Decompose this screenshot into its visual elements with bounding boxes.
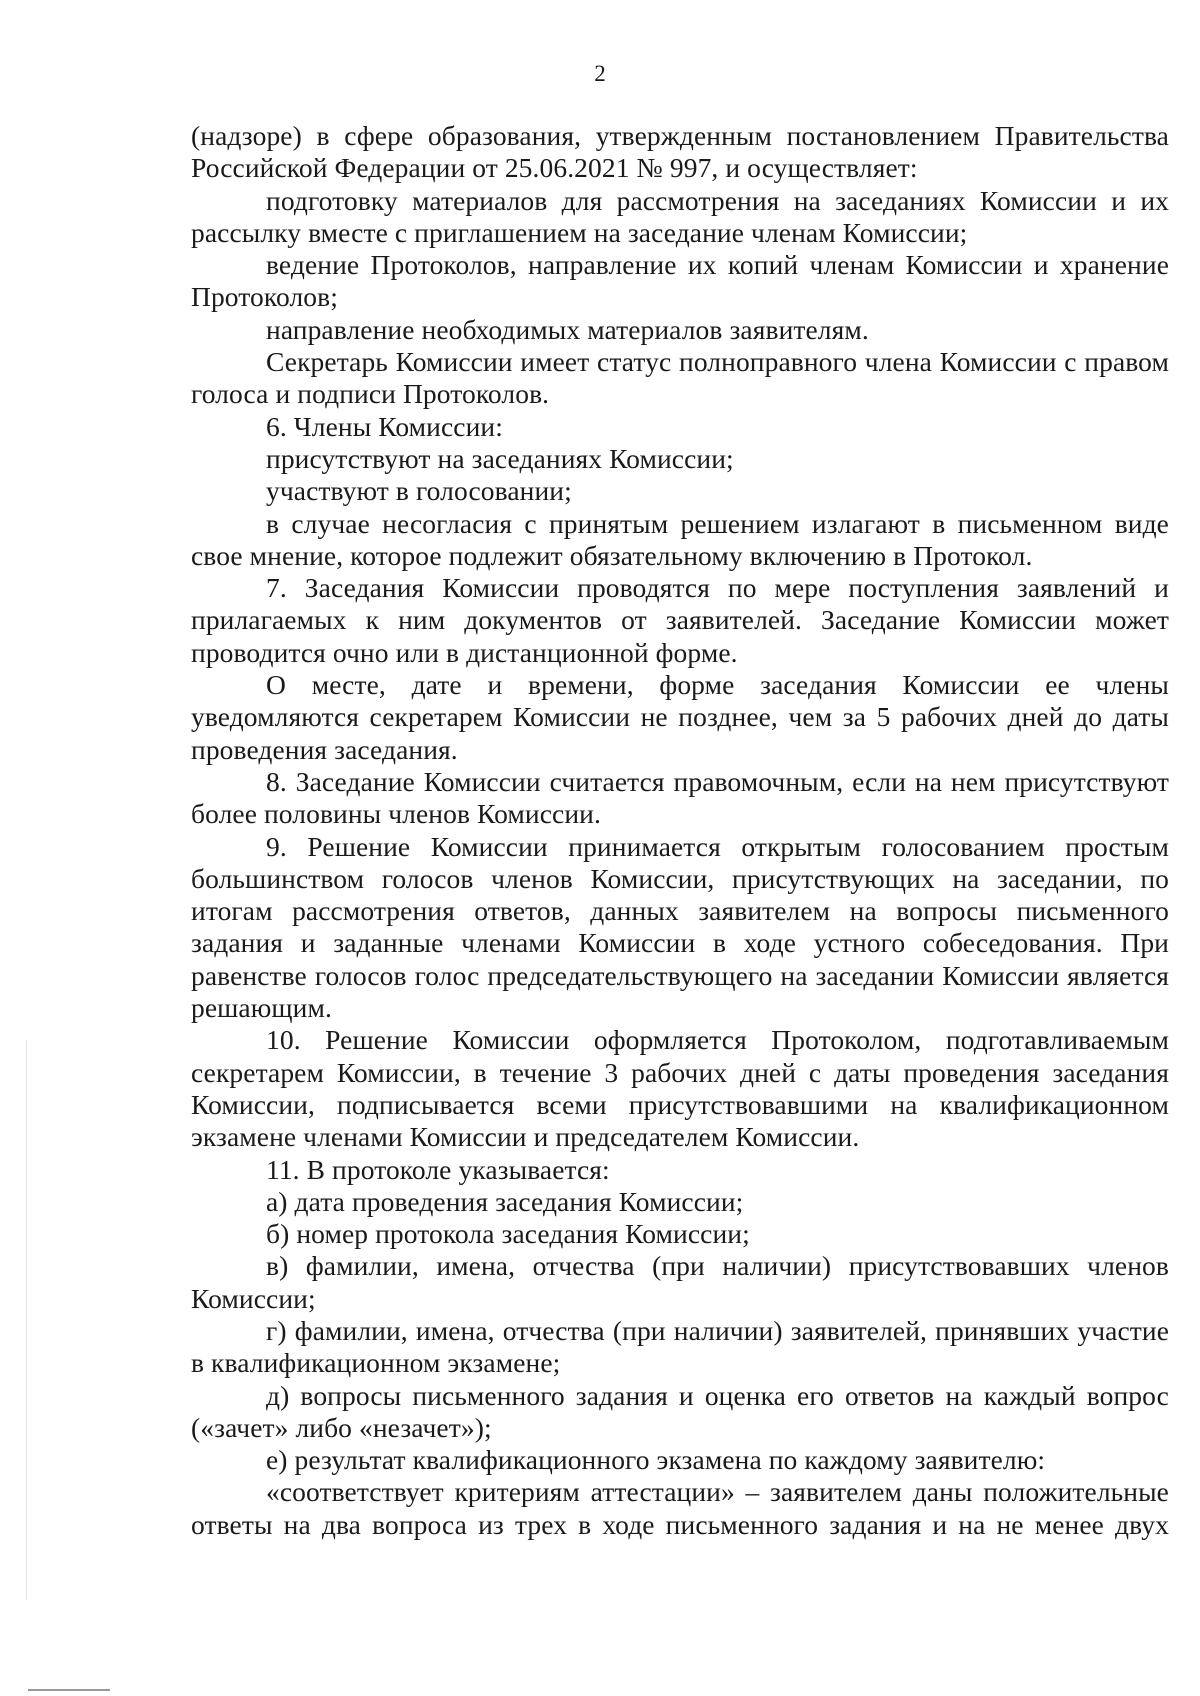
paragraph-item-6-dissent: в случае несогласия с принятым решением излагают в письменном виде свое мнение, которое подлежит обязательному включению в Протокол. [191,507,1169,571]
paragraph-item-8: 8. Заседание Комиссии считается правомочным, если на нем присутствуют более половины членов Комиссии. [191,765,1169,830]
paragraph-item-6-vote: участвуют в голосовании; [266,475,572,507]
paragraph-item-9: 9. Решение Комиссии принимается открытым голосованием простым большинством голосов членов Комиссии, присутствующих на заседании, по итогам рассмотрения ответов, данных заявителем на вопросы письменного задания и заданные членами Комиссии в ходе устного собеседования. При равенстве голосов голос председательствующего на заседании Комиссии является решающим. [191,830,1169,1024]
paragraph-item-7: 7. Заседания Комиссии проводятся по мере поступления заявлений и прилагаемых к ним документов от заявителей. Заседание Комиссии может проводится очно или в дистанционной форме. [191,572,1169,668]
paragraph-secretary-duty-applicants: направление необходимых материалов заявителям. [266,313,869,345]
paragraph-item-11-b: б) номер протокола заседания Комиссии; [266,1218,750,1250]
scan-corner-mark [28,1689,110,1691]
paragraph-secretary-duty-materials: подготовку материалов для рассмотрения на заседаниях Комиссии и их рассылку вместе с приглашением на заседание членам Комиссии; [191,184,1169,248]
paragraph-item-11-e: е) результат квалификационного экзамена по каждому заявителю: [266,1444,1046,1476]
paragraph-secretary-duty-protocols: ведение Протоколов, направление их копий членам Комиссии и хранение Протоколов; [191,249,1169,313]
paragraph-item-7-notice: О месте, дате и времени, форме заседания Комиссии ее члены уведомляются секретарем Комиссии не позднее, чем за 5 рабочих дней до даты проведения заседания. [191,669,1169,765]
paragraph-item-11-v: в) фамилии, имена, отчества (при наличии) присутствовавших членов Комиссии; [191,1250,1169,1314]
paragraph-item-6-attend: присутствуют на заседаниях Комиссии; [266,442,734,474]
paragraph-item-11-a: а) дата проведения заседания Комиссии; [266,1185,744,1217]
paragraph-secretary-status: Секретарь Комиссии имеет статус полноправного члена Комиссии с правом голоса и подписи Протоколов. [191,346,1169,410]
page-number: 2 [594,61,606,86]
paragraph-item-11-d: д) вопросы письменного задания и оценка его ответов на каждый вопрос («зачет» либо «незачет»); [191,1379,1169,1443]
paragraph-item-10: 10. Решение Комиссии оформляется Протоколом, подготавливаемым секретарем Комиссии, в течение 3 рабочих дней с даты проведения заседания Комиссии, подписывается всеми присутствовавшими на квалификационном экзамене членами Комиссии и председателем Комиссии. [191,1024,1169,1153]
paragraph-item-11-e-criteria: «соответствует критериям аттестации» – заявителем даны положительные ответы на два вопроса из трех в ходе письменного задания и на не менее двух [191,1476,1169,1540]
document-body [191,120,1169,1541]
paragraph-item-6: 6. Члены Комиссии: [266,410,503,442]
scan-margin-mark [26,1040,27,1600]
paragraph-item-11-g: г) фамилии, имена, отчества (при наличии) заявителей, принявших участие в квалификационном экзамене; [191,1314,1169,1379]
paragraph-continuation: (надзоре) в сфере образования, утвержденным постановлением Правительства Российской Федерации от 25.06.2021 № 997, и осуществляет: [191,120,1169,184]
paragraph-item-11: 11. В протоколе указывается: [266,1153,610,1185]
